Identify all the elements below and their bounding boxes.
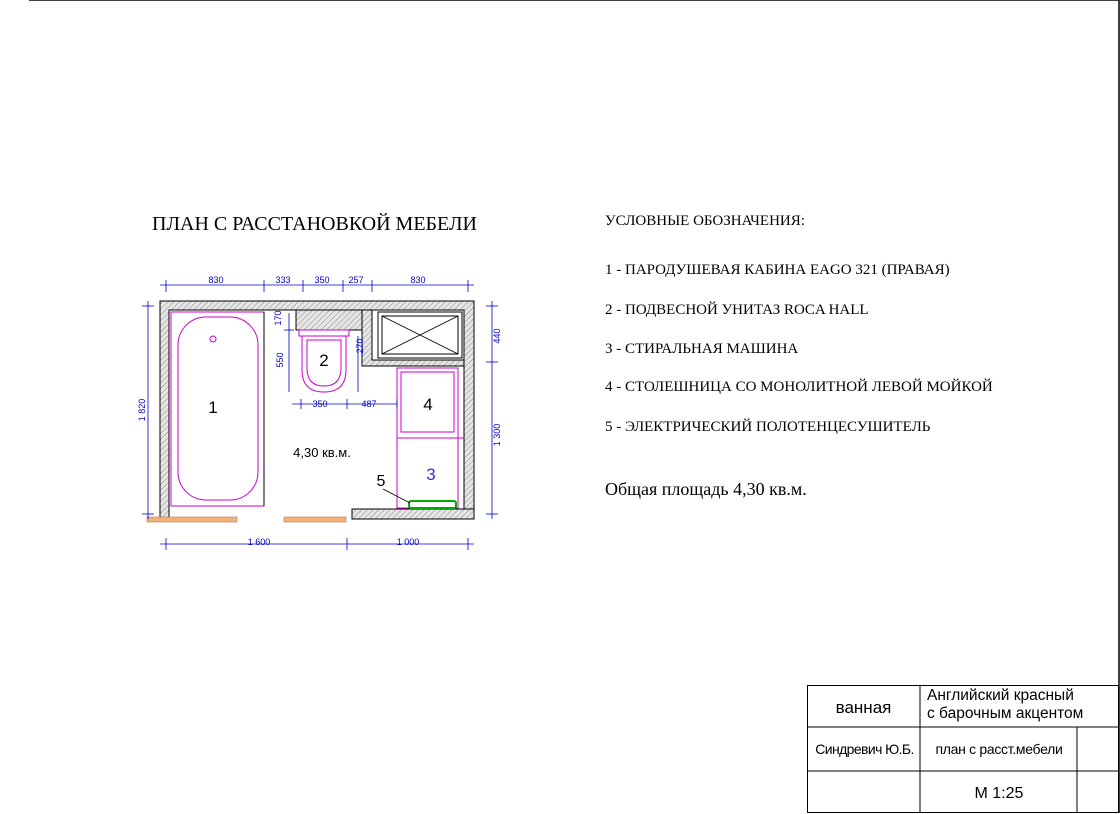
dim-top-2: 333: [275, 275, 291, 285]
legend-item: 2 - ПОДВЕСНОЙ УНИТАЗ ROCA HALL: [605, 302, 869, 318]
wall-toilet-installation: [296, 310, 362, 330]
toilet-back: [299, 330, 349, 336]
shower-cabin-tub: [178, 317, 258, 500]
legend-title: УСЛОВНЫЕ ОБОЗНАЧЕНИЯ:: [605, 213, 805, 229]
dim-right-top: 440: [492, 328, 502, 344]
door-left: [147, 517, 237, 522]
marker-3: 3: [426, 465, 436, 484]
plan-title: ПЛАН С РАССТАНОВКОЙ МЕБЕЛИ: [152, 213, 477, 235]
dim-bottom-2: 1 000: [396, 537, 420, 547]
dim-left-total: 1 820: [137, 398, 147, 422]
shower-drain: [210, 336, 216, 342]
wall-bottom-right: [352, 509, 474, 519]
stamp-scale: М 1:25: [974, 785, 1024, 802]
dim-inner-170: 170: [273, 310, 283, 326]
dim-right-bottom: 1 300: [492, 423, 502, 447]
legend-item: 1 - ПАРОДУШЕВАЯ КАБИНА EAGO 321 (ПРАВАЯ): [605, 262, 950, 278]
dim-inner-350: 350: [312, 399, 328, 409]
stamp-sheet: план с расст.мебели: [935, 741, 1063, 757]
dim-top-3: 350: [314, 275, 330, 285]
legend-item: 5 - ЭЛЕКТРИЧЕСКИЙ ПОЛОТЕНЦЕСУШИТЕЛЬ: [605, 419, 931, 435]
dim-inner-550: 550: [275, 352, 285, 368]
stamp-author: Синдревич Ю.Б.: [815, 741, 914, 757]
towel-rail: [409, 501, 456, 508]
marker-5: 5: [376, 473, 386, 490]
title-block: [807, 685, 1119, 813]
dim-top-4: 257: [348, 275, 364, 285]
area-label: 4,30 кв.м.: [293, 445, 351, 460]
total-area: Общая площадь 4,30 кв.м.: [605, 479, 807, 499]
legend-item: 4 - СТОЛЕШНИЦА СО МОНОЛИТНОЙ ЛЕВОЙ МОЙКОЙ: [605, 379, 993, 395]
dim-top-5: 830: [410, 275, 426, 285]
legend-item: 3 - СТИРАЛЬНАЯ МАШИНА: [605, 341, 799, 357]
dim-inner-487: 487: [361, 399, 377, 409]
dim-top-1: 830: [208, 275, 224, 285]
door-right: [284, 517, 346, 522]
marker-1: 1: [208, 398, 218, 417]
dim-bottom-1: 1 600: [247, 537, 271, 547]
marker-2: 2: [319, 351, 329, 370]
marker-4: 4: [423, 395, 433, 414]
stamp-project: Английский красный с барочным акцентом: [927, 687, 1084, 722]
dim-inner-270: 270: [355, 338, 365, 354]
stamp-room: ванная: [835, 698, 892, 717]
alcove-tray: [378, 312, 462, 358]
